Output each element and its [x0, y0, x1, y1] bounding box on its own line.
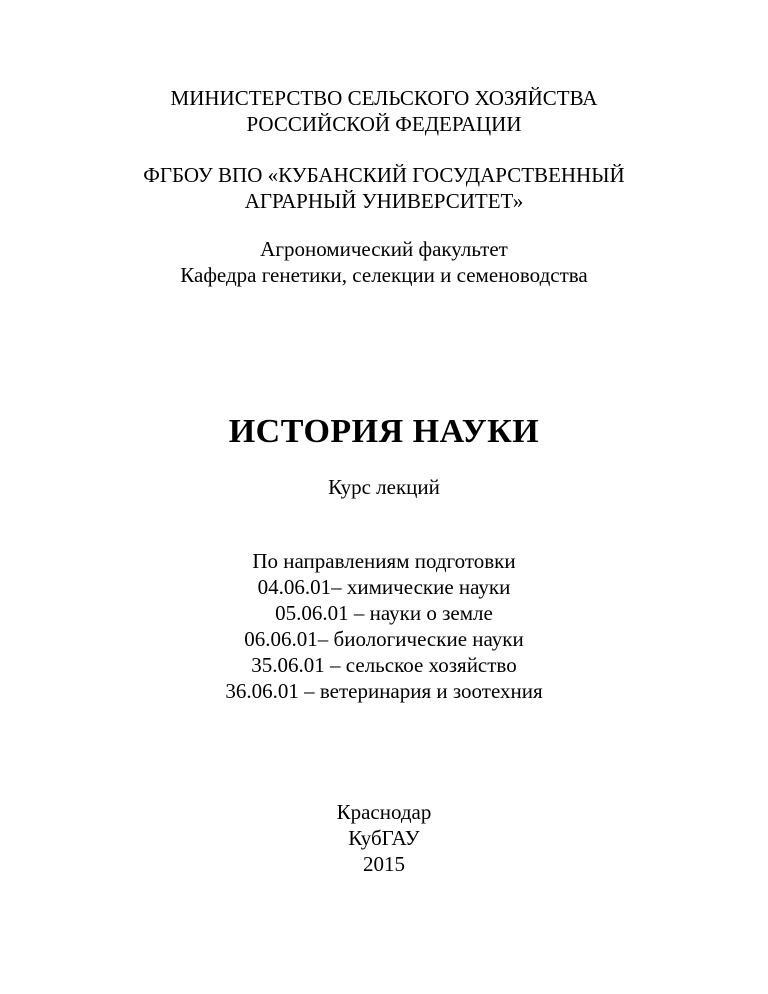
direction-item: 06.06.01– биологические науки [244, 627, 524, 651]
imprint-city: Краснодар [336, 800, 432, 824]
directions-heading: По направлениям подготовки [252, 549, 516, 573]
imprint [0, 799, 768, 877]
direction-item: 04.06.01– химические науки [257, 575, 511, 599]
department-name: Кафедра генетики, селекции и семеноводства [180, 263, 588, 287]
ministry-line-2: РОССИЙСКОЙ ФЕДЕРАЦИИ [246, 112, 522, 136]
university-line-1: ФГБОУ ВПО «КУБАНСКИЙ ГОСУДАРСТВЕННЫЙ [143, 163, 625, 187]
imprint-publisher: КубГАУ [348, 826, 420, 850]
document-subtitle: Курс лекций [328, 475, 440, 499]
imprint-year: 2015 [363, 852, 405, 876]
document-title: ИСТОРИЯ НАУКИ [228, 413, 540, 450]
direction-item: 36.06.01 – ветеринария и зоотехния [225, 679, 543, 703]
ministry-line-1: МИНИСТЕРСТВО СЕЛЬСКОГО ХОЗЯЙСТВА [170, 86, 598, 110]
university-line-2: АГРАРНЫЙ УНИВЕРСИТЕТ» [244, 189, 524, 213]
faculty-name: Агрономический факультет [260, 237, 508, 261]
training-directions [0, 548, 768, 704]
direction-item: 05.06.01 – науки о земле [275, 601, 493, 625]
direction-item: 35.06.01 – сельское хозяйство [251, 653, 517, 677]
